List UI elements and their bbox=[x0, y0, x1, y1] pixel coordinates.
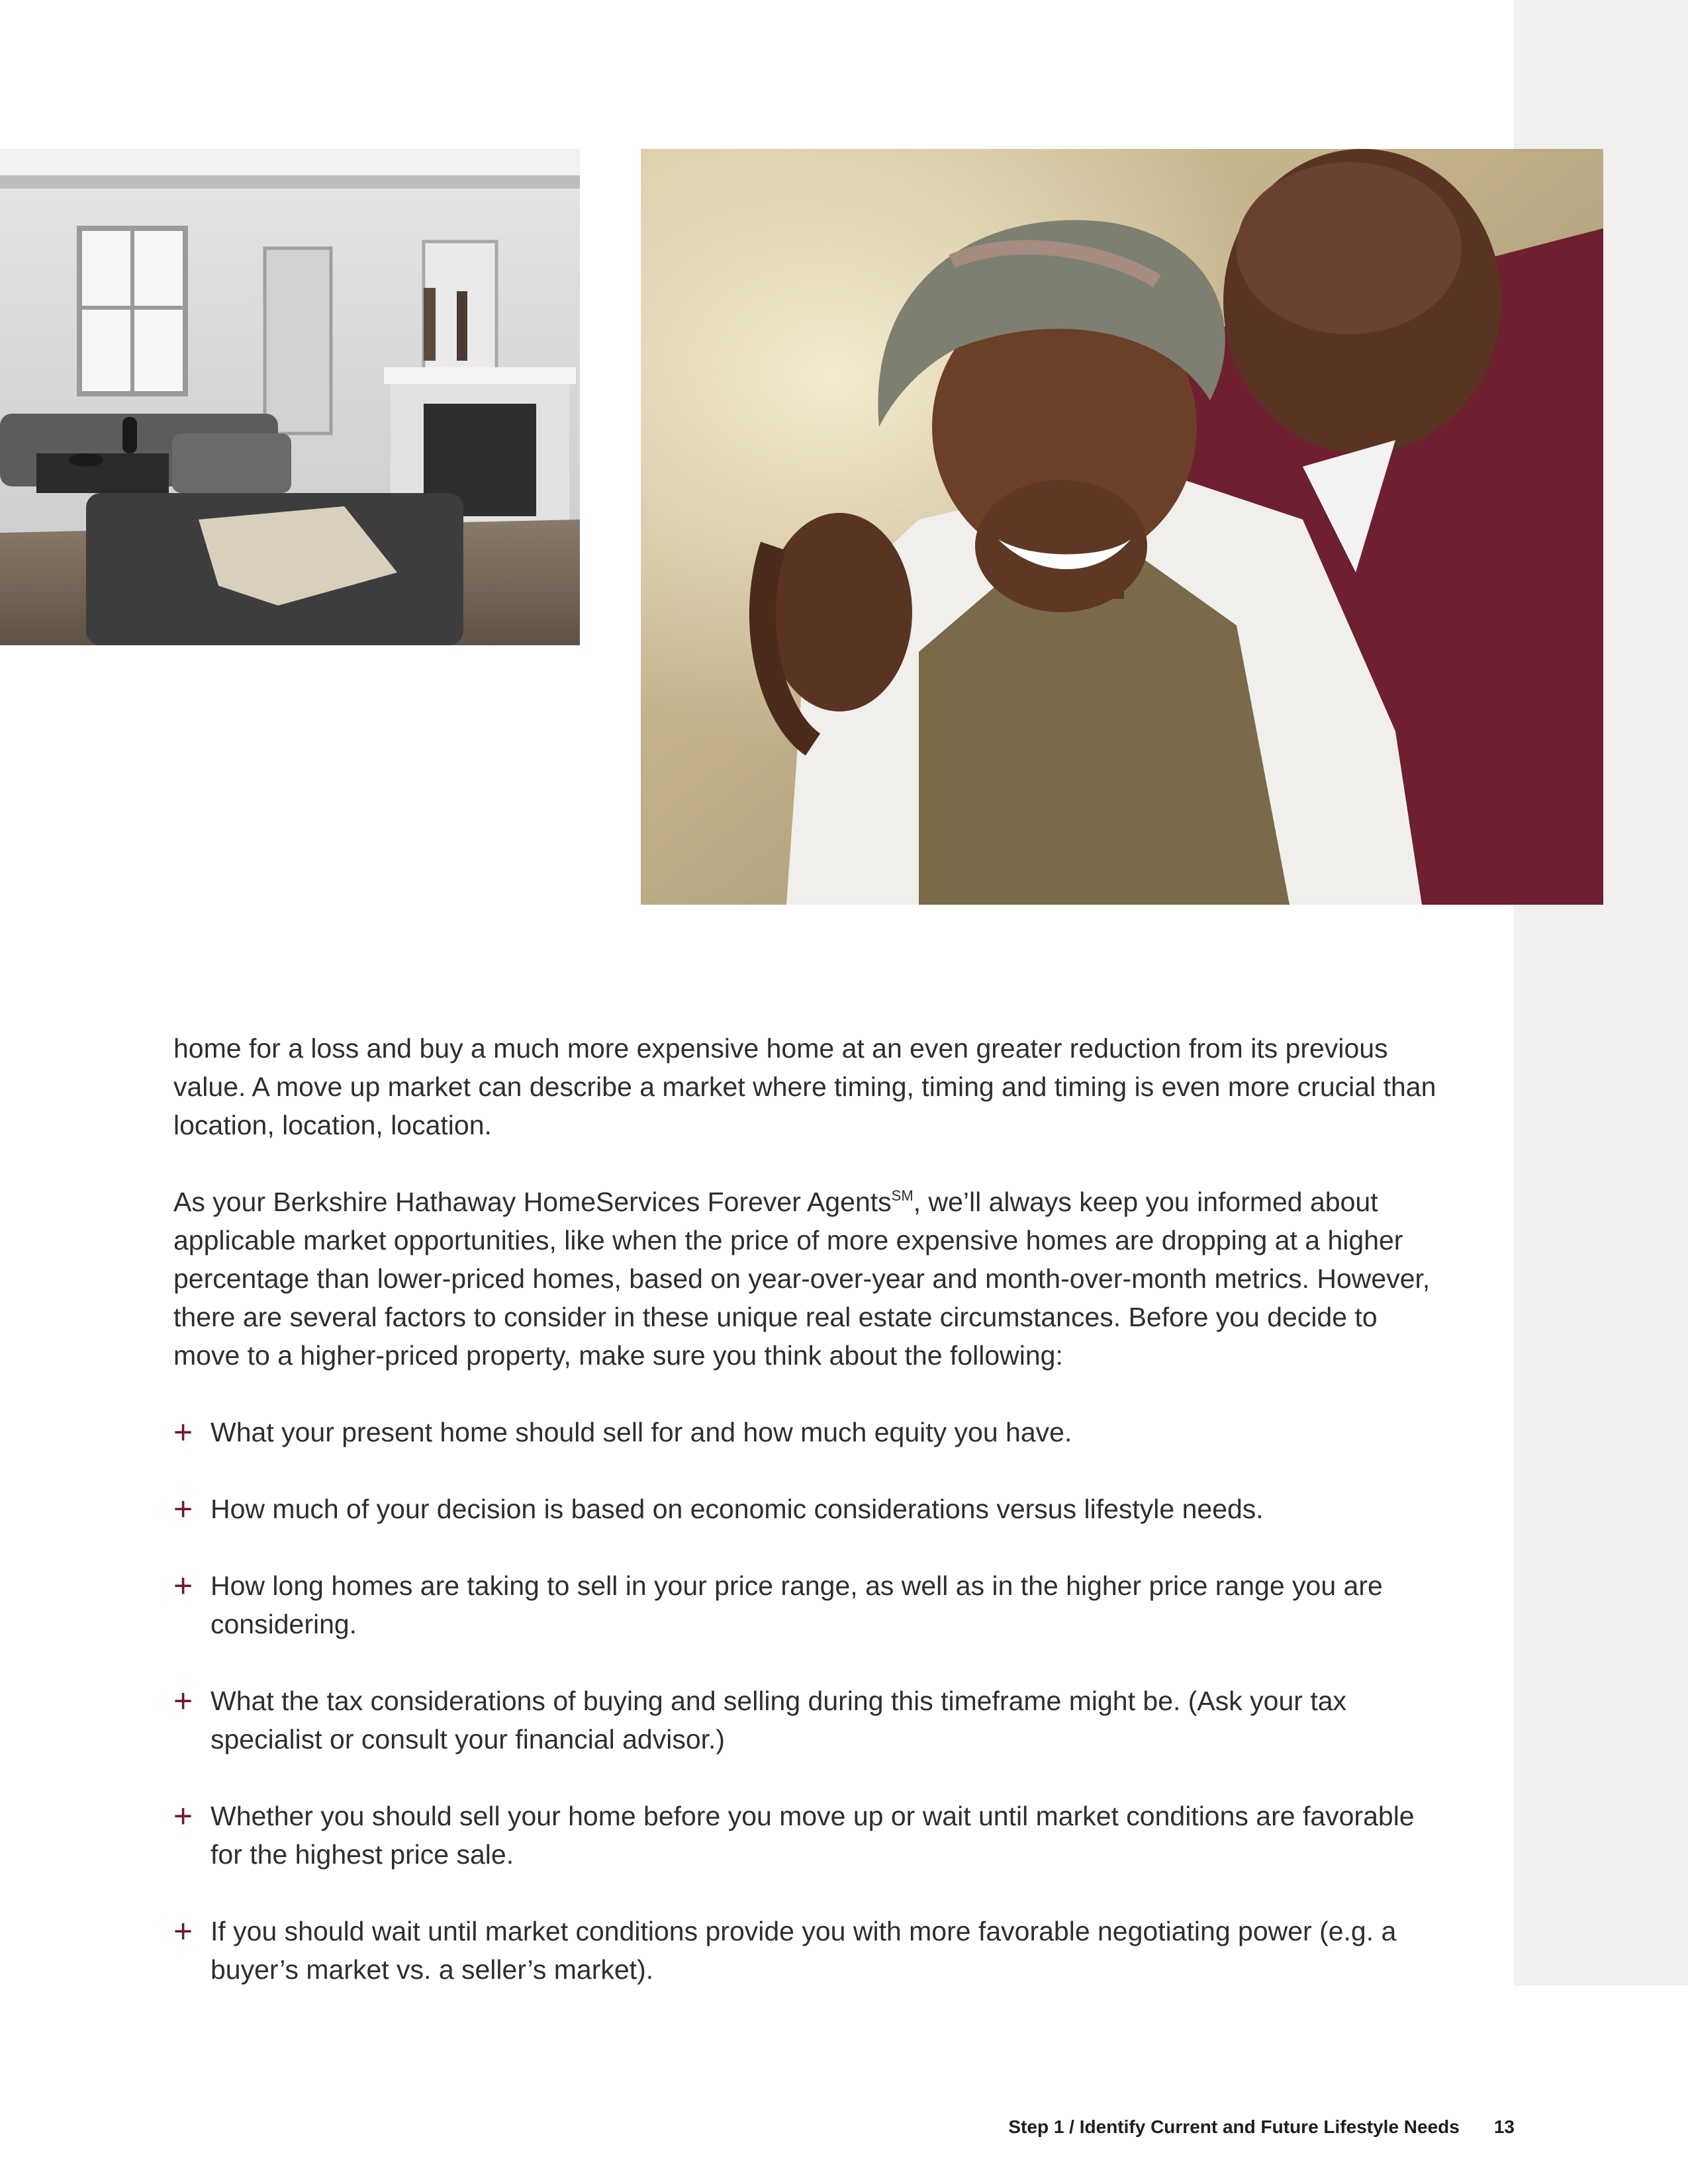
list-item-text: If you should wait until market conditions provide you with more favorable negotiating power (e.g. a buyer’s market vs. a seller’s market). bbox=[211, 1916, 1397, 1985]
considerations-list bbox=[173, 1413, 1444, 1989]
plus-icon: + bbox=[173, 1490, 193, 1527]
list-item-text: How much of your decision is based on economic considerations versus lifestyle needs. bbox=[211, 1494, 1264, 1524]
page-number: 13 bbox=[1493, 2116, 1515, 2137]
living-room-photo bbox=[0, 149, 580, 645]
plus-icon: + bbox=[173, 1567, 193, 1604]
page-footer bbox=[1008, 2116, 1515, 2138]
list-item-text: What your present home should sell for and how much equity you have. bbox=[211, 1417, 1072, 1447]
plus-icon: + bbox=[173, 1797, 193, 1835]
paragraph-2-after: , we’ll always keep you informed about applicable market opportunities, like when the price of more expensive homes are dropping at a higher percentage than lower-priced homes, based on year-over-year and month-over-month metrics. However, there are several factors to consider in these unique real estate circumstances. Before you decide to move to a higher-priced property, make sure you think about the following: bbox=[173, 1187, 1430, 1371]
list-item-text: Whether you should sell your home before you move up or wait until market conditions are favorable for the highest price sale. bbox=[211, 1801, 1415, 1870]
plus-icon: + bbox=[173, 1682, 193, 1719]
service-mark: SM bbox=[891, 1187, 914, 1204]
list-item bbox=[173, 1912, 1444, 1989]
list-item bbox=[173, 1567, 1444, 1643]
body-paragraph-1: home for a loss and buy a much more expensive home at an even greater reduction from its previous value. A move up market can describe a market where timing, timing and timing is even more crucial than location, location, location. bbox=[173, 1033, 1436, 1140]
paragraph-2-before: As your Berkshire Hathaway HomeServices Forever Agents bbox=[173, 1187, 892, 1217]
couple-photo bbox=[641, 149, 1603, 905]
list-item bbox=[173, 1413, 1444, 1451]
plus-icon: + bbox=[173, 1414, 193, 1451]
footer-section-title: Step 1 / Identify Current and Future Lifestyle Needs bbox=[1008, 2116, 1460, 2137]
list-item-text: How long homes are taking to sell in your price range, as well as in the higher price range you are considering. bbox=[211, 1570, 1383, 1639]
list-item bbox=[173, 1682, 1444, 1758]
list-item bbox=[173, 1797, 1444, 1874]
body-paragraph-2 bbox=[173, 1183, 1444, 1375]
list-item-text: What the tax considerations of buying and selling during this timeframe might be. (Ask your tax specialist or consult your financial advisor.) bbox=[211, 1686, 1347, 1754]
body-content bbox=[173, 1029, 1444, 2027]
plus-icon: + bbox=[173, 1913, 193, 1950]
list-item bbox=[173, 1490, 1444, 1528]
